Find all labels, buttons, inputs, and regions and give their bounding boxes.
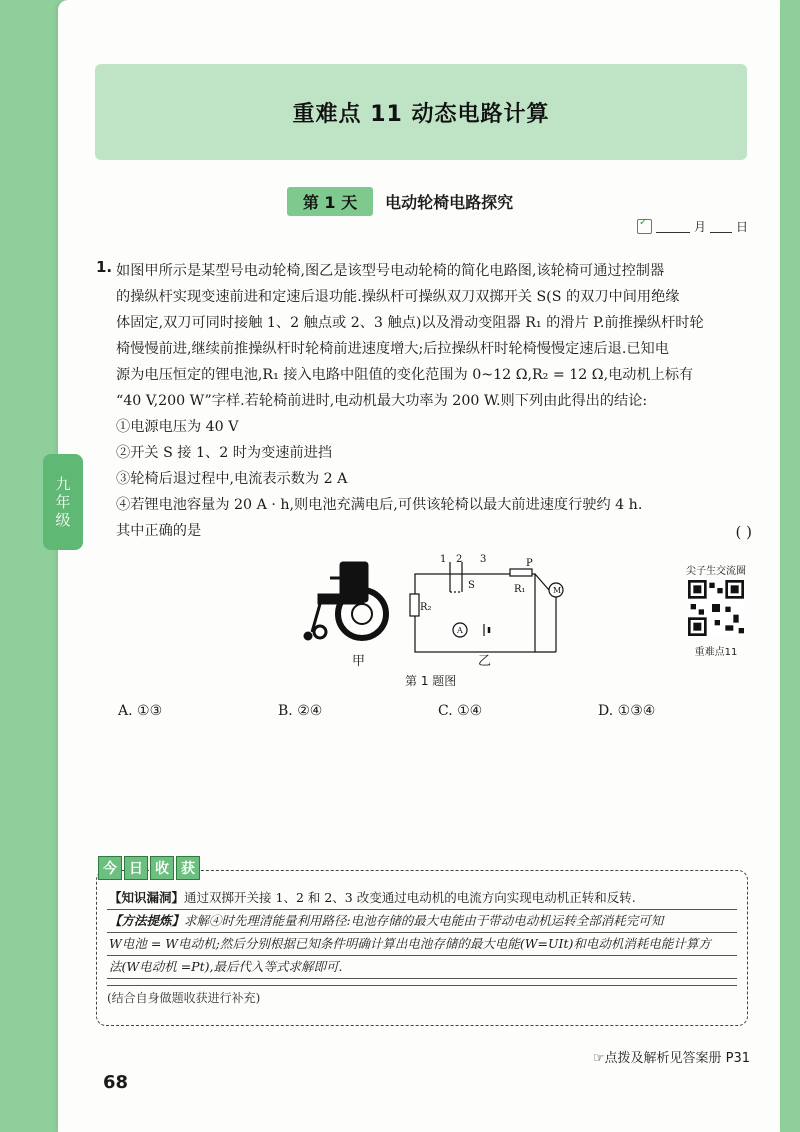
grade-char: 年	[55, 493, 71, 511]
page-number: 68	[103, 1072, 129, 1093]
method-line-3: 法(W电动机 =Pt),最后代入等式求解即可.	[107, 956, 737, 979]
answer-reference: ☞点拨及解析见答案册 P31	[592, 1051, 750, 1066]
method-line	[107, 910, 737, 933]
title-banner	[95, 64, 747, 160]
question-line: 的操纵杆实现变速前进和定速后退功能.操纵杆可操纵双刀双掷开关 S(S 的双刀中间用绝缘	[116, 289, 680, 305]
option-c[interactable]	[438, 703, 598, 719]
harvest-heading-char: 今	[98, 856, 122, 880]
method-label: 【方法提炼】	[109, 913, 185, 928]
qr-subtitle: 重难点11	[694, 647, 738, 658]
figure	[290, 552, 590, 692]
harvest-note: (结合自身做题收获进行补充)	[107, 985, 737, 1010]
answer-options	[118, 703, 758, 719]
question-line: 椅慢慢前进,继续前推操纵杆时轮椅前进速度增大;后拉操纵杆时轮椅慢慢定速后退.已知电	[116, 341, 669, 357]
question-prompt: 其中正确的是	[116, 523, 202, 539]
month-label: 月	[693, 220, 706, 234]
grade-tab	[43, 454, 83, 550]
ammeter-label: A	[457, 626, 463, 635]
question-line: 体固定,双刀可同时接触 1、2 触点或 2、3 触点)以及滑动变阻器 R₁ 的滑片 P.前推操纵杆时轮	[116, 315, 704, 331]
figure-label-left: 甲	[352, 654, 366, 669]
figure-drawing	[290, 552, 590, 692]
harvest-heading-char: 获	[176, 856, 200, 880]
knowledge-gap-text: 通过双掷开关接 1、2 和 2、3 改变通过电动机的电流方向实现电动机正转和反转.	[184, 890, 636, 905]
statement-item: ③轮椅后退过程中,电流表示数为 2 A	[116, 471, 348, 487]
qr-title: 尖子生交流圈	[686, 566, 746, 577]
option-value: ①④	[457, 703, 483, 719]
option-d[interactable]	[598, 703, 758, 719]
day-label: 日	[735, 220, 748, 234]
harvest-heading	[98, 856, 200, 880]
question-number: 1.	[96, 258, 113, 276]
slider-label: P	[526, 558, 533, 569]
day-badge: 第 1 天	[287, 187, 373, 216]
circuit-diagram	[410, 562, 563, 652]
statement-item: ①电源电压为 40 V	[116, 419, 239, 435]
option-value: ①③④	[617, 703, 656, 719]
question-body	[116, 258, 756, 544]
motor-label: M	[553, 586, 562, 595]
r2-label: R₂	[420, 602, 432, 613]
terminal-2-label: 2	[456, 554, 463, 565]
grade-char: 九	[55, 475, 71, 493]
knowledge-gap-line	[107, 887, 737, 910]
page-title: 重难点 11 动态电路计算	[292, 101, 550, 127]
option-letter: A.	[118, 703, 133, 719]
figure-label-right: 乙	[478, 654, 492, 669]
option-b[interactable]	[278, 703, 438, 719]
day-blank	[710, 220, 732, 233]
wheelchair-image	[304, 562, 386, 640]
method-line-2: W电池 = W电动机;然后分别根据已知条件明确计算出电池存储的最大电能(W=UIt)和电动机消耗电能计算方	[107, 933, 737, 956]
r1-label: R₁	[514, 584, 526, 595]
qr-code-icon[interactable]	[688, 580, 744, 636]
switch-label: S	[468, 580, 475, 591]
date-line	[637, 218, 748, 235]
option-value: ①③	[137, 703, 163, 719]
terminal-3-label: 3	[480, 554, 487, 565]
figure-caption: 第 1 题图	[405, 674, 457, 688]
grade-char: 级	[55, 511, 71, 529]
harvest-box	[96, 870, 748, 1026]
option-a[interactable]	[118, 703, 278, 719]
qr-block[interactable]	[683, 562, 749, 658]
knowledge-gap-label: 【知识漏洞】	[109, 890, 185, 905]
harvest-heading-char: 收	[150, 856, 174, 880]
terminal-1-label: 1	[440, 554, 447, 565]
statement-item: ②开关 S 接 1、2 时为变速前进挡	[116, 445, 333, 461]
question-line: “40 V,200 W”字样.若轮椅前进时,电动机最大功率为 200 W.则下列由此得出的结论:	[116, 393, 648, 409]
option-letter: B.	[278, 703, 293, 719]
question-line: 源为电压恒定的锂电池,R₁ 接入电路中阻值的变化范围为 0~12 Ω,R₂ = 12 Ω,电动机上标有	[116, 367, 694, 383]
statement-item: ④若锂电池容量为 20 A · h,则电池充满电后,可供该轮椅以最大前进速度行驶约 4 h.	[116, 497, 643, 513]
option-letter: D.	[598, 703, 614, 719]
option-letter: C.	[438, 703, 453, 719]
answer-blank[interactable]: ( )	[735, 523, 752, 541]
method-text: 求解④时先理清能量利用路径:电池存储的最大电能由于带动电动机运转全部消耗完可知	[184, 913, 664, 928]
calendar-check-icon	[637, 219, 652, 234]
harvest-heading-char: 日	[124, 856, 148, 880]
option-value: ②④	[297, 703, 323, 719]
month-blank	[656, 220, 690, 233]
question-line: 如图甲所示是某型号电动轮椅,图乙是该型号电动轮椅的简化电路图,该轮椅可通过控制器	[116, 263, 665, 279]
day-header	[0, 187, 800, 216]
day-title: 电动轮椅电路探究	[385, 193, 514, 212]
today-harvest	[96, 856, 750, 1026]
